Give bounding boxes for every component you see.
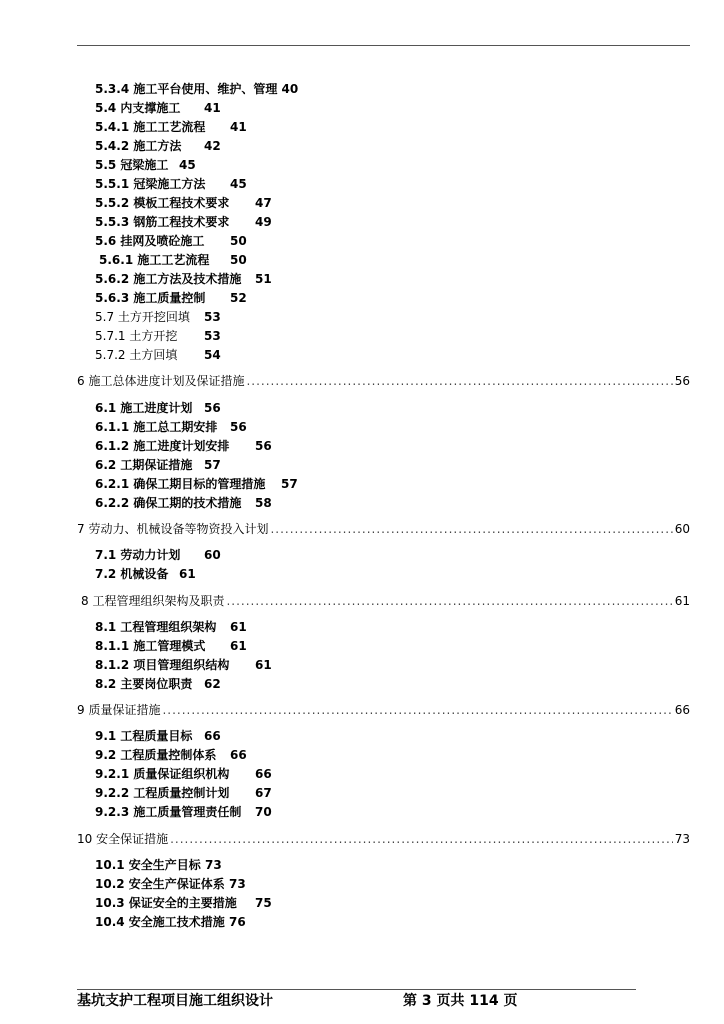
- toc-entry-page: 53: [204, 329, 221, 343]
- toc-entry-page: 57: [281, 477, 298, 491]
- toc-entry-title: 5.6.3 施工质量控制: [95, 291, 206, 305]
- toc-chapter-title: 10 安全保证措施: [77, 832, 169, 846]
- toc-entry-title: 8.1.2 项目管理组织结构: [95, 658, 230, 672]
- leader-dots: [162, 703, 672, 717]
- toc-entry[interactable]: [95, 805, 272, 819]
- toc-entry-page: 57: [204, 458, 221, 472]
- footer-rule: [77, 989, 636, 990]
- toc-entry-title: 9.2 工程质量控制体系: [95, 748, 217, 762]
- toc-chapter-page: 56: [674, 374, 690, 388]
- toc-entry-page: 60: [204, 548, 221, 562]
- toc-entry-page: 58: [255, 496, 272, 510]
- toc-entry-page: 73: [228, 877, 246, 891]
- toc-entry[interactable]: [95, 101, 221, 115]
- toc-entry[interactable]: [95, 177, 247, 191]
- toc-entry-title: 9.2.2 工程质量控制计划: [95, 786, 230, 800]
- toc-entry-page: 75: [255, 896, 272, 910]
- toc-entry-page: 45: [179, 158, 196, 172]
- toc-entry-title: 9.1 工程质量目标: [95, 729, 193, 743]
- toc-entry-title: 10.3 保证安全的主要措施: [95, 896, 237, 910]
- toc-entry[interactable]: [95, 458, 221, 472]
- toc-entry-title: 5.4.2 施工方法: [95, 139, 182, 153]
- toc-entry[interactable]: [95, 567, 196, 581]
- toc-entry-title: 5.3.4 施工平台使用、维护、管理: [95, 82, 278, 96]
- toc-entry-page: 41: [230, 120, 247, 134]
- toc-chapter[interactable]: [77, 832, 690, 846]
- toc-entry-title: 8.1 工程管理组织架构: [95, 620, 217, 634]
- toc-entry[interactable]: [95, 620, 247, 634]
- toc-entry-page: 49: [255, 215, 272, 229]
- toc-entry[interactable]: [95, 658, 272, 672]
- toc-entry-page: 73: [204, 858, 222, 872]
- toc-chapter-page: 61: [674, 594, 690, 608]
- leader-dots: [270, 522, 672, 536]
- toc-entry[interactable]: [95, 896, 272, 910]
- toc-entry[interactable]: [95, 82, 298, 96]
- toc-entry-page: 54: [204, 348, 221, 362]
- toc-entry-page: 50: [230, 253, 247, 267]
- toc-entry[interactable]: [95, 639, 247, 653]
- toc-entry[interactable]: [95, 234, 247, 248]
- toc-entry-page: 70: [255, 805, 272, 819]
- toc-chapter-title: 7 劳动力、机械设备等物资投入计划: [77, 522, 269, 536]
- toc-entry-title: 10.2 安全生产保证体系: [95, 877, 225, 891]
- toc-entry[interactable]: [95, 877, 246, 891]
- toc-entry-page: 66: [230, 748, 247, 762]
- leader-dots: [170, 832, 673, 846]
- toc-entry-title: 5.5.2 模板工程技术要求: [95, 196, 230, 210]
- toc-chapter-title: 9 质量保证措施: [77, 703, 161, 717]
- toc-entry-title: 5.6.2 施工方法及技术措施: [95, 272, 242, 286]
- toc-entry-title: 5.6.1 施工工艺流程: [99, 253, 210, 267]
- toc-entry-title: 5.7.2 土方回填: [95, 348, 178, 362]
- toc-entry-page: 61: [179, 567, 196, 581]
- toc-chapter-page: 66: [674, 703, 690, 717]
- toc-entry[interactable]: [95, 272, 272, 286]
- toc-chapter[interactable]: [77, 522, 690, 536]
- toc-entry-title: 8.2 主要岗位职责: [95, 677, 193, 691]
- toc-entry[interactable]: [95, 915, 246, 929]
- toc-entry[interactable]: [95, 729, 221, 743]
- toc-entry[interactable]: [95, 420, 247, 434]
- toc-entry-page: 61: [255, 658, 272, 672]
- toc-entry-page: 53: [204, 310, 221, 324]
- toc-entry-page: 47: [255, 196, 272, 210]
- toc-entry-page: 56: [255, 439, 272, 453]
- toc-entry[interactable]: [95, 496, 272, 510]
- toc-entry-title: 6.2 工期保证措施: [95, 458, 193, 472]
- toc-entry-title: 8.1.1 施工管理模式: [95, 639, 206, 653]
- toc-entry[interactable]: [95, 139, 221, 153]
- toc-entry-title: 5.5 冠梁施工: [95, 158, 169, 172]
- toc-entry[interactable]: [95, 548, 221, 562]
- toc-entry-page: 41: [204, 101, 221, 115]
- toc-entry-title: 6.2.2 确保工期的技术措施: [95, 496, 242, 510]
- toc-entry[interactable]: [99, 253, 247, 267]
- toc-chapter-title: 6 施工总体进度计划及保证措施: [77, 374, 245, 388]
- toc-entry[interactable]: [95, 329, 221, 343]
- toc-entry-page: 45: [230, 177, 247, 191]
- toc-entry-title: 9.2.1 质量保证组织机构: [95, 767, 230, 781]
- toc-entry-page: 56: [230, 420, 247, 434]
- toc-entry-title: 7.2 机械设备: [95, 567, 169, 581]
- toc-entry[interactable]: [95, 196, 272, 210]
- toc-entry-title: 5.4 内支撑施工: [95, 101, 181, 115]
- toc-entry[interactable]: [95, 158, 196, 172]
- toc-entry[interactable]: [95, 677, 221, 691]
- toc-entry-page: 62: [204, 677, 221, 691]
- toc-entry[interactable]: [95, 858, 222, 872]
- toc-entry-title: 10.4 安全施工技术措施: [95, 915, 225, 929]
- toc-entry-title: 9.2.3 施工质量管理责任制: [95, 805, 242, 819]
- toc-entry-page: 52: [230, 291, 247, 305]
- toc-entry-page: 42: [204, 139, 221, 153]
- toc-entry[interactable]: [95, 767, 272, 781]
- toc-entry-title: 5.4.1 施工工艺流程: [95, 120, 206, 134]
- toc-chapter-page: 60: [674, 522, 690, 536]
- toc-entry-page: 50: [230, 234, 247, 248]
- toc-entry-page: 51: [255, 272, 272, 286]
- toc-entry[interactable]: [95, 215, 272, 229]
- toc-entry-title: 6.1.1 施工总工期安排: [95, 420, 218, 434]
- toc-entry-title: 5.5.3 钢筋工程技术要求: [95, 215, 230, 229]
- toc-entry-page: 40: [281, 82, 299, 96]
- footer-document-title: 基坑支护工程项目施工组织设计: [77, 993, 273, 1009]
- toc-entry-page: 76: [228, 915, 246, 929]
- toc-chapter-page: 73: [674, 832, 690, 846]
- toc-entry-page: 61: [230, 620, 247, 634]
- toc-entry[interactable]: [95, 310, 221, 324]
- toc-entry-title: 5.7.1 土方开挖: [95, 329, 178, 343]
- toc-entry-page: 66: [255, 767, 272, 781]
- toc-chapter[interactable]: [77, 703, 690, 717]
- toc-entry-title: 10.1 安全生产目标: [95, 858, 201, 872]
- toc-entry-title: 5.5.1 冠梁施工方法: [95, 177, 206, 191]
- toc-entry-title: 5.6 挂网及喷砼施工: [95, 234, 205, 248]
- toc-entry-title: 6.2.1 确保工期目标的管理措施: [95, 477, 266, 491]
- toc-entry-title: 7.1 劳动力计划: [95, 548, 181, 562]
- toc-entry[interactable]: [95, 401, 221, 415]
- toc-entry[interactable]: [95, 348, 221, 362]
- toc-entry-page: 67: [255, 786, 272, 800]
- toc-entry-title: 5.7 土方开挖回填: [95, 310, 190, 324]
- toc-entry-title: 6.1 施工进度计划: [95, 401, 193, 415]
- toc-entry[interactable]: [95, 120, 247, 134]
- leader-dots: [226, 594, 672, 608]
- toc-entry[interactable]: [95, 439, 272, 453]
- toc-entry-page: 56: [204, 401, 221, 415]
- leader-dots: [246, 374, 672, 388]
- toc-entry-page: 61: [230, 639, 247, 653]
- toc-chapter[interactable]: [81, 594, 690, 608]
- footer-page-number: 第 3 页共 114 页: [403, 993, 518, 1009]
- toc-entry[interactable]: [95, 748, 247, 762]
- toc-chapter-title: 8 工程管理组织架构及职责: [81, 594, 225, 608]
- toc-entry[interactable]: [95, 786, 272, 800]
- toc-entry[interactable]: [95, 291, 247, 305]
- toc-entry-title: 6.1.2 施工进度计划安排: [95, 439, 230, 453]
- toc-entry-page: 66: [204, 729, 221, 743]
- toc-chapter[interactable]: [77, 374, 690, 388]
- toc-entry[interactable]: [95, 477, 298, 491]
